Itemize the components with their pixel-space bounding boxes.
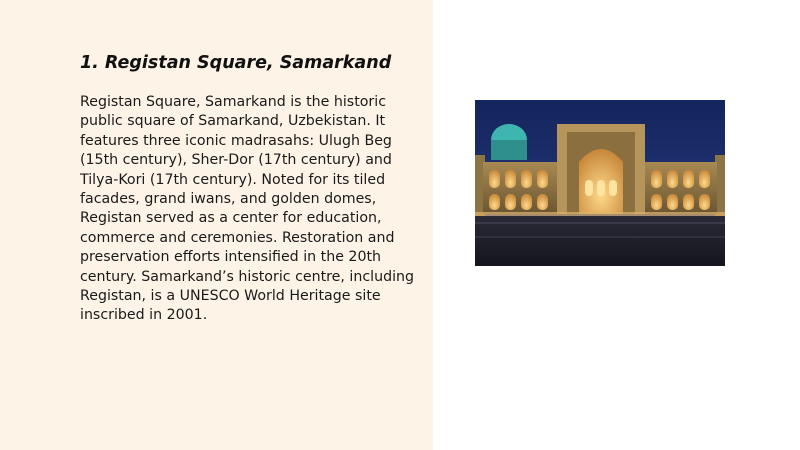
slide-body-text: Registan Square, Samarkand is the historic public square of Samarkand, Uzbekistan. It features three iconic madrasahs: Ulugh Beg (15th century), Sher-Dor (17th century) and Tilya-Kori (17th century). Noted for its tiled facades, grand iwans, and golden domes, Registan served as a center for education, commerce and ceremonies. Restoration and preservation efforts intensified in the 20th century. Samarkand’s historic centre, including Registan, is a UNESCO World Heritage site inscribed in 2001. [80,94,415,324]
registan-photo [475,100,725,266]
registan-night-photo-icon [475,100,725,266]
slide-title: 1. Registan Square, Samarkand [80,53,392,73]
